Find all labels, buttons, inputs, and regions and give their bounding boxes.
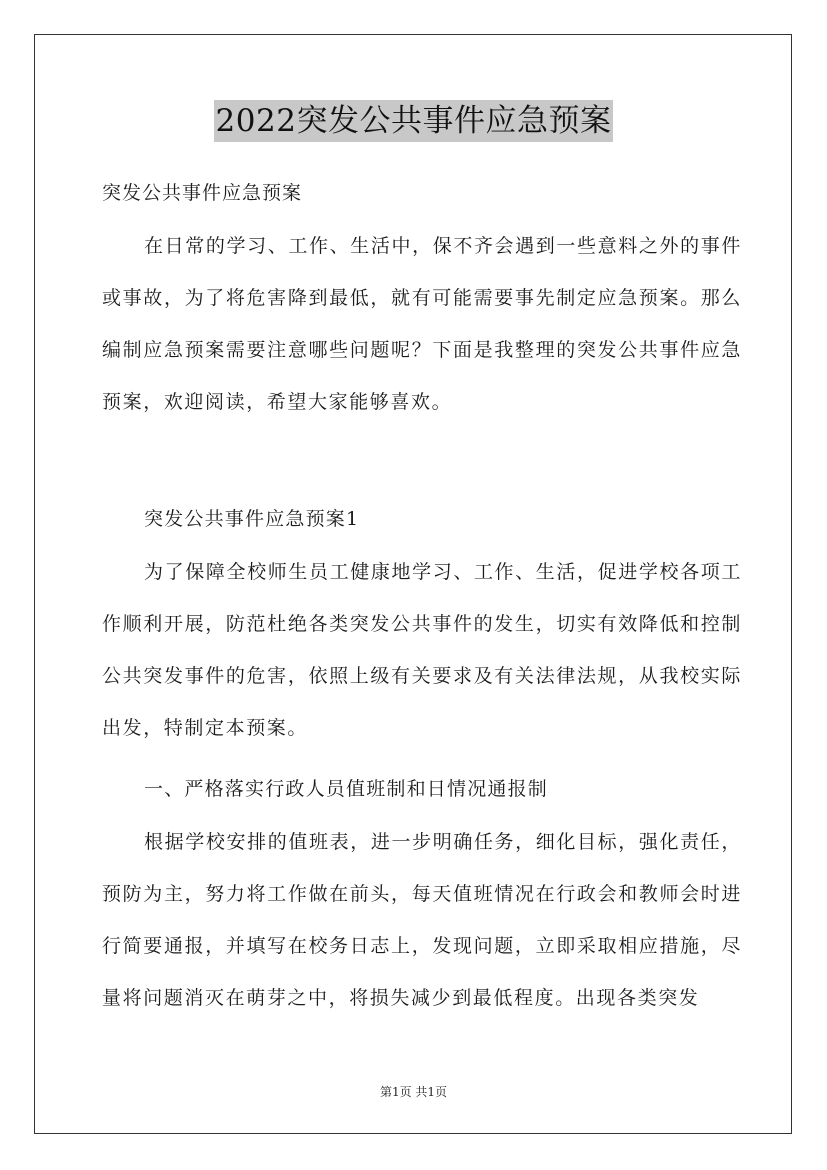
document-title: 2022突发公共事件应急预案 <box>214 100 614 142</box>
title-container <box>0 100 827 142</box>
page-footer: 第1页 共1页 <box>379 1085 448 1099</box>
item-paragraph: 根据学校安排的值班表，进一步明确任务，细化目标，强化责任，预防为主，努力将工作做在前头，每天值班情况在行政会和教师会时进行简要通报，并填写在校务日志上，发现问题，立即采取相应措施，尽量将问题消灭在萌芽之中，将损失减少到最低程度。出现各类突发 <box>102 831 742 1009</box>
intro-paragraph: 在日常的学习、工作、生活中，保不齐会遇到一些意料之外的事件或事故，为了将危害降到最低，就有可能需要事先制定应急预案。那么编制应急预案需要注意哪些问题呢？下面是我整理的突发公共事件应急预案，欢迎阅读，希望大家能够喜欢。 <box>102 235 742 413</box>
document-subtitle: 突发公共事件应急预案 <box>102 182 303 204</box>
item-heading: 一、严格落实行政人员值班制和日情况通报制 <box>144 778 549 800</box>
section-paragraph: 为了保障全校师生员工健康地学习、工作、生活，促进学校各项工作顺利开展，防范杜绝各类突发公共事件的发生，切实有效降低和控制公共突发事件的危害，依照上级有关要求及有关法律法规，从我校实际出发，特制定本预案。 <box>102 561 742 739</box>
section-heading: 突发公共事件应急预案1 <box>144 508 360 530</box>
